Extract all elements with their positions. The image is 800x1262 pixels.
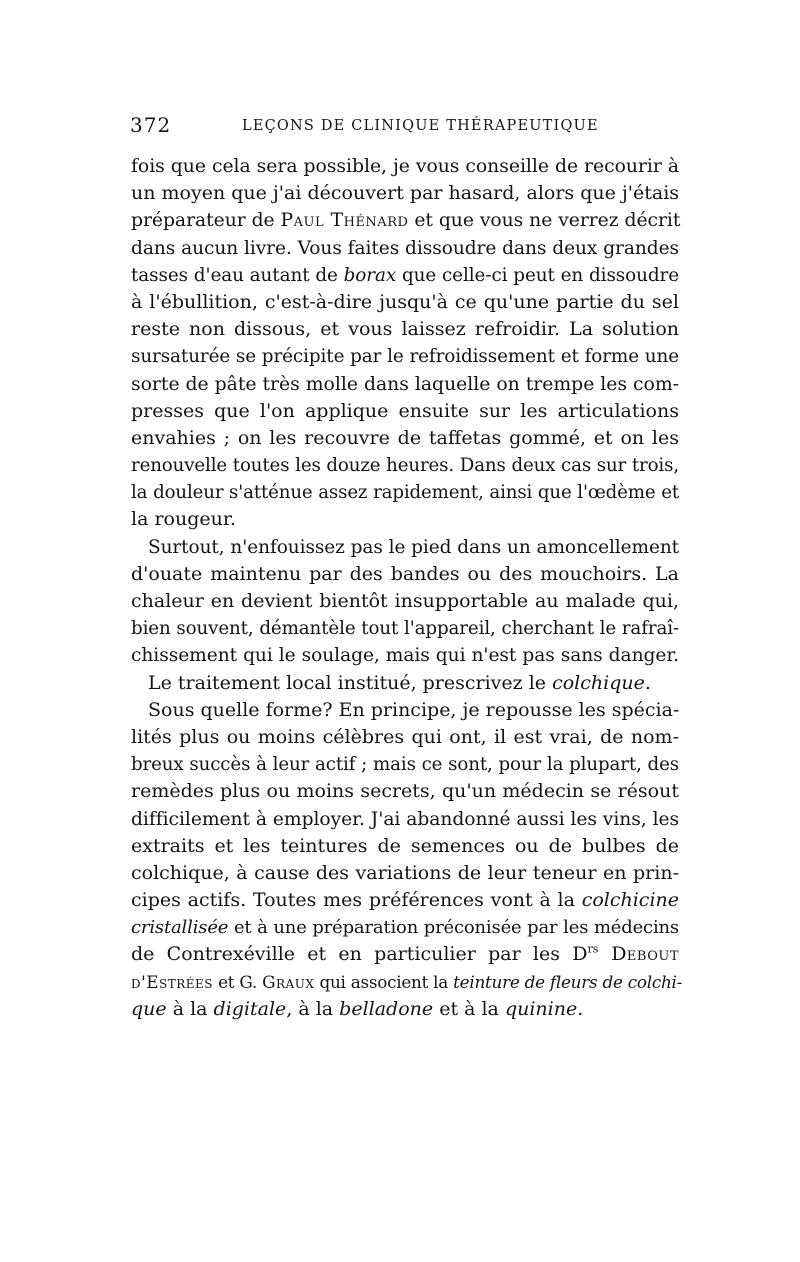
text-line — [131, 180, 679, 207]
text-run: et à la — [433, 997, 505, 1020]
text-line — [131, 207, 679, 234]
text-run: . — [644, 671, 651, 694]
text-line — [131, 941, 679, 968]
text-run: presses que l'on applique ensuite sur les articulations — [131, 399, 679, 422]
text-run: à l'ébullition, c'est-à-dire jusqu'à ce qu'une partie du sel — [131, 290, 679, 313]
italic-term: cristallisée — [131, 917, 229, 939]
text-run: et G. — [212, 971, 263, 992]
text-run: Sous quelle forme? En principe, je repousse les spécia- — [148, 698, 680, 721]
text-line — [131, 887, 679, 914]
text-line — [131, 969, 683, 996]
text-run: la rougeur. — [131, 508, 236, 531]
text-run: sorte de pâte très molle dans laquelle on trempe les com- — [131, 373, 679, 395]
text-run: colchique, à cause des variations de leur teneur en prin- — [131, 861, 679, 884]
text-line — [131, 534, 679, 561]
text-run: cipes actifs. Toutes mes préférences vont à la — [131, 889, 582, 912]
text-run: un moyen que j'ai découvert par hasard, alors que j'étais — [131, 182, 680, 205]
text-run: extraits et les teintures de semences ou de bulbes de — [131, 834, 679, 857]
text-line — [131, 316, 679, 343]
text-run: remèdes plus ou moins secrets, qu'un médecin se résout — [131, 780, 679, 803]
text-run: bien souvent, démantèle tout l'appareil, cherchant le rafraî- — [131, 618, 679, 640]
text-line — [131, 153, 679, 180]
italic-term: colchicine — [581, 889, 679, 912]
text-run: d'ouate maintenu par des bandes ou des mouchoirs. La — [131, 562, 679, 585]
italic-term: teinture de fleurs de colchi- — [453, 971, 683, 992]
text-line — [131, 371, 679, 398]
text-run: tasses d'eau autant de — [131, 264, 344, 286]
person-name: d'Estrées — [131, 971, 213, 992]
italic-term: borax — [343, 264, 397, 286]
text-line — [131, 506, 679, 533]
text-run: , à la — [286, 997, 340, 1020]
page-number: 372 — [130, 113, 172, 137]
person-name: Paul Thénard — [280, 210, 409, 232]
text-run: dans aucun livre. Vous faites dissoudre dans deux grandes — [131, 237, 679, 259]
text-line — [131, 615, 679, 642]
text-line — [131, 778, 679, 805]
text-line — [131, 670, 679, 697]
text-line — [131, 996, 679, 1023]
person-name: Graux — [262, 971, 315, 992]
text-line — [131, 343, 679, 370]
text-run: chissement qui le soulage, mais qui n'est pas sans danger. — [131, 645, 679, 667]
italic-term: que — [131, 997, 167, 1020]
text-run: préparateur de — [131, 210, 281, 232]
text-run: et que vous ne verrez décrit — [408, 210, 681, 232]
body-text — [131, 153, 683, 1023]
text-line — [131, 642, 679, 669]
text-run: . — [577, 997, 584, 1020]
text-run: difficilement à employer. J'ai abandonné aussi les vins, les — [131, 808, 680, 830]
text-run: lités plus ou moins célèbres qui ont, il est vrai, de nom- — [131, 725, 679, 748]
text-line — [131, 235, 679, 262]
text-line — [131, 479, 679, 506]
text-run: Surtout, n'enfouissez pas le pied dans un amoncellement — [148, 536, 679, 558]
text-line — [131, 860, 679, 887]
text-run: renouvelle toutes les douze heures. Dans deux cas sur trois, — [131, 455, 679, 477]
text-run: qui associent la — [314, 971, 454, 992]
text-line — [131, 262, 679, 289]
text-run: la douleur s'atténue assez rapidement, ainsi que l'œdème et — [131, 482, 679, 504]
italic-term: belladone — [339, 997, 434, 1020]
text-line — [131, 588, 679, 615]
text-run: chaleur en devient bientôt insupportable au malade qui, — [131, 590, 679, 612]
text-line — [131, 806, 679, 833]
text-line — [131, 425, 679, 452]
text-line — [131, 914, 679, 941]
text-line — [131, 724, 679, 751]
text-run: envahies ; on les recouvre de taffetas gommé, et on les — [131, 426, 679, 449]
text-line — [131, 452, 679, 479]
italic-term: digitale — [213, 997, 287, 1020]
text-line — [131, 833, 679, 860]
text-run: fois que cela sera possible, je vous conseille de recourir à — [131, 156, 679, 177]
running-header — [130, 113, 680, 141]
running-title: LEÇONS DE CLINIQUE THÉRAPEUTIQUE — [242, 118, 599, 134]
text-line — [131, 398, 679, 425]
text-run: Le traitement local institué, prescrivez le — [148, 671, 553, 694]
text-run: de Contrexéville et en particulier par les D — [131, 943, 588, 966]
person-name: Debout — [598, 943, 679, 966]
text-run: que celle-ci peut en dissoudre — [396, 264, 679, 286]
text-line — [131, 289, 679, 316]
text-run: reste non dissous, et vous laissez refroidir. La solution — [131, 318, 679, 341]
text-line — [131, 697, 679, 724]
text-run: et à une préparation préconisée par les médecins — [228, 917, 679, 939]
superscript: rs — [587, 943, 599, 957]
text-line — [131, 751, 679, 778]
text-run: sursaturée se précipite par le refroidissement et forme une — [131, 346, 679, 368]
text-run: à la — [166, 997, 214, 1020]
text-line — [131, 561, 679, 588]
text-run: breux succès à leur actif ; mais ce sont, pour la plupart, des — [131, 754, 679, 776]
italic-term: colchique — [552, 671, 645, 694]
italic-term: quinine — [504, 997, 578, 1020]
